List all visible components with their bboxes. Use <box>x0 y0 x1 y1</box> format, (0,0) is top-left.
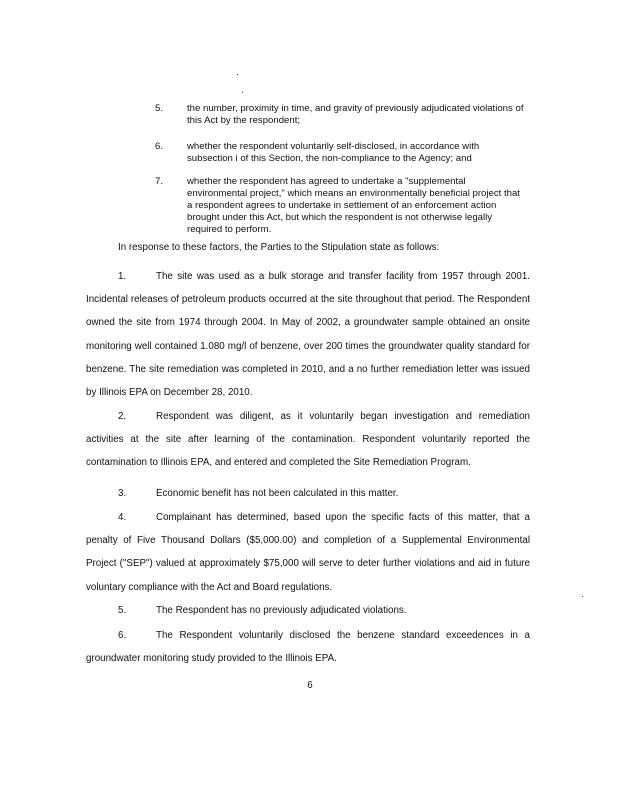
paragraph-text: Complainant has determined, based upon the specific facts of this matter, that a penalty of Five Thousand Dollars ($5,000.00) and completion of a Supplemental Environmental Project ("SEP") valued at approximately $75,000 will serve to deter further violations and aid in future voluntary compliance with the Act and Board regulations. <box>86 512 530 593</box>
criteria-number: 6. <box>155 141 164 152</box>
paragraph-number: 2. <box>118 411 127 422</box>
scan-speck <box>237 74 238 75</box>
criteria-text: the number, proximity in time, and gravity of previously adjudicated violations of this Act by the respondent; <box>187 103 524 126</box>
paragraph-number: 5. <box>118 605 127 616</box>
paragraph <box>86 506 530 599</box>
intro-sentence: In response to these factors, the Parties to the Stipulation state as follows: <box>118 242 440 253</box>
paragraph <box>86 624 530 670</box>
criteria-number: 5. <box>155 103 164 114</box>
paragraph-text: Respondent was diligent, as it voluntarily began investigation and remediation activities at the site after learning of the contamination. Respondent voluntarily reported the contamination to Illinois EPA, and entered and completed the Site Remediation Program. <box>86 411 530 469</box>
scan-speck <box>242 92 243 93</box>
scan-speck <box>582 596 583 597</box>
paragraph-text: The site was used as a bulk storage and transfer facility from 1957 through 2001. Incidental releases of petroleum products occurred at the site throughout that period. The Respondent owned the site from 1974 through 2004. In May of 2002, a groundwater sample obtained an onsite monitoring well contained 1.080 mg/l of benzene, over 200 times the groundwater quality standard for benzene. The site remediation was completed in 2010, and a no further remediation letter was issued by Illinois EPA on December 28, 2010. <box>86 271 530 399</box>
paragraph <box>86 482 530 505</box>
criteria-text: whether the respondent has agreed to undertake a "supplemental environmental project," which means an environmentally beneficial project that a respondent agrees to undertake in settlement of an enforcement action brought under this Act, but which the respondent is not otherwise legally required to perform. <box>187 176 520 235</box>
criteria-number: 7. <box>155 176 164 187</box>
paragraph-number: 1. <box>118 271 127 282</box>
paragraph <box>86 599 530 622</box>
criteria-text: whether the respondent voluntarily self-disclosed, in accordance with subsection i of this Section, the non-compliance to the Agency; and <box>187 141 480 164</box>
paragraph <box>86 405 530 475</box>
paragraph-number: 4. <box>118 512 127 523</box>
paragraph-text: The Respondent voluntarily disclosed the benzene standard exceedences in a groundwater monitoring study provided to the Illinois EPA. <box>86 630 530 665</box>
page-number: 6 <box>307 680 313 691</box>
paragraph-number: 6. <box>118 630 127 641</box>
paragraph-text: Economic benefit has not been calculated in this matter. <box>156 488 399 499</box>
paragraph-number: 3. <box>118 488 127 499</box>
paragraph-text: The Respondent has no previously adjudicated violations. <box>156 605 407 616</box>
paragraph <box>86 265 530 404</box>
